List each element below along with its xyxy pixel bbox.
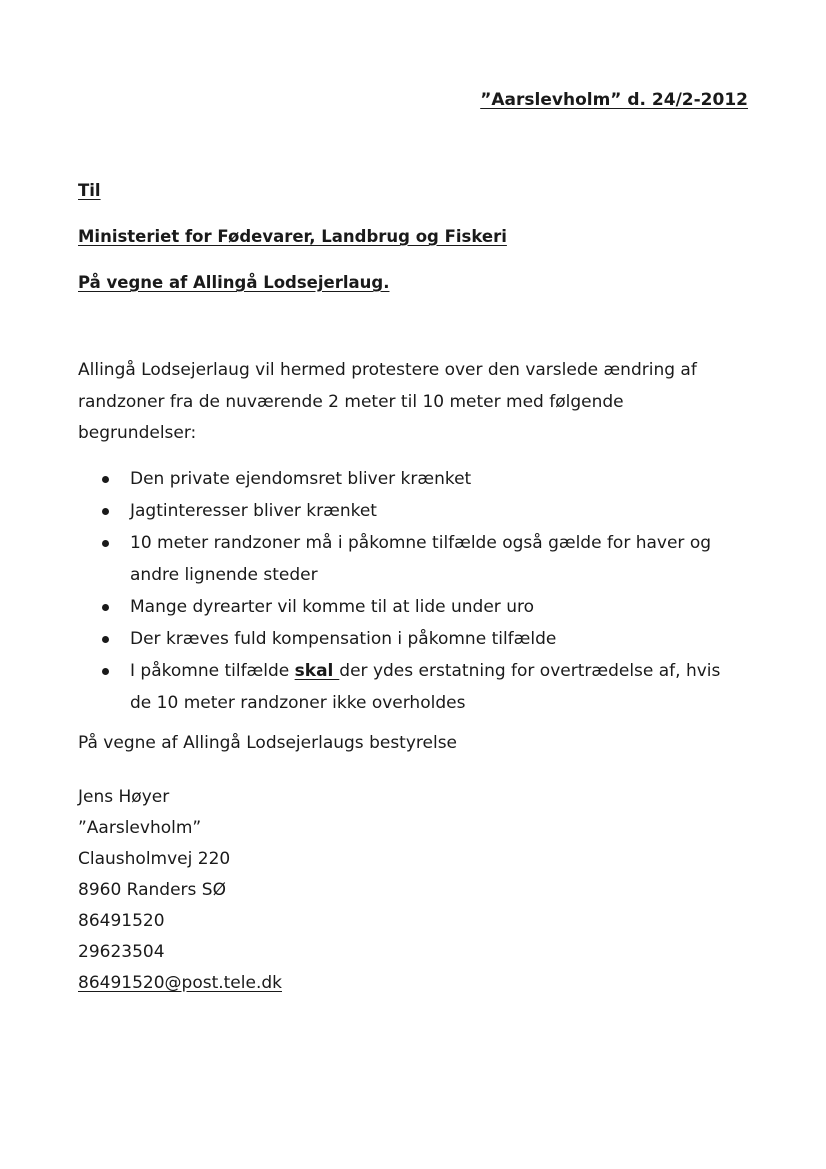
- date-line: ”Aarslevholm” d. 24/2-2012: [480, 90, 748, 110]
- signer-city: 8960 Randers SØ: [78, 880, 226, 900]
- bullet-icon: [102, 604, 109, 611]
- list-item-text: Den private ejendomsret bliver krænket: [130, 469, 472, 489]
- list-item: [78, 655, 768, 719]
- emphasis-skal: skal: [294, 661, 340, 681]
- list-item-text-start: I påkomne tilfælde: [130, 661, 295, 681]
- intro-line: begrundelser:: [78, 423, 197, 443]
- signer-phone-2: 29623504: [78, 942, 165, 962]
- on-behalf-heading: På vegne af Allingå Lodsejerlaug.: [78, 273, 390, 292]
- signer-farm: ”Aarslevholm”: [78, 818, 202, 838]
- list-item-text: Jagtinteresser bliver krænket: [130, 501, 377, 521]
- bullet-icon: [102, 668, 109, 675]
- intro-paragraph: [78, 355, 758, 450]
- signer-email-link[interactable]: 86491520@post.tele.dk: [78, 973, 282, 993]
- bullet-icon: [102, 636, 109, 643]
- signer-phone-1: 86491520: [78, 911, 165, 931]
- signature-block: [78, 782, 282, 999]
- list-item: [78, 623, 768, 655]
- bullet-icon: [102, 508, 109, 515]
- list-item-text-end: der ydes erstatning for overtrædelse af, hvis: [339, 661, 721, 681]
- signer-street: Clausholmvej 220: [78, 849, 231, 869]
- intro-line: Allingå Lodsejerlaug vil hermed protestere over den varslede ændring af: [78, 360, 697, 380]
- reasons-list: [78, 463, 768, 719]
- list-item-text: de 10 meter randzoner ikke overholdes: [130, 693, 466, 713]
- list-item: [78, 591, 768, 623]
- list-item-text: 10 meter randzoner må i påkomne tilfælde også gælde for haver og: [130, 533, 712, 553]
- list-item-text: Der kræves fuld kompensation i påkomne tilfælde: [130, 629, 557, 649]
- list-item-text: andre lignende steder: [130, 565, 318, 585]
- bullet-icon: [102, 540, 109, 547]
- bullet-icon: [102, 476, 109, 483]
- list-item: [78, 495, 768, 527]
- to-label: Til: [78, 181, 101, 200]
- intro-line: randzoner fra de nuværende 2 meter til 10 meter med følgende: [78, 391, 624, 412]
- list-item-text: Mange dyrearter vil komme til at lide under uro: [130, 597, 534, 617]
- recipient-heading: Ministeriet for Fødevarer, Landbrug og Fiskeri: [78, 227, 507, 246]
- list-item: [78, 463, 768, 495]
- signer-name: Jens Høyer: [78, 787, 170, 807]
- closing-line: På vegne af Allingå Lodsejerlaugs bestyrelse: [78, 733, 458, 753]
- list-item-text: [130, 655, 768, 687]
- list-item: [78, 527, 768, 591]
